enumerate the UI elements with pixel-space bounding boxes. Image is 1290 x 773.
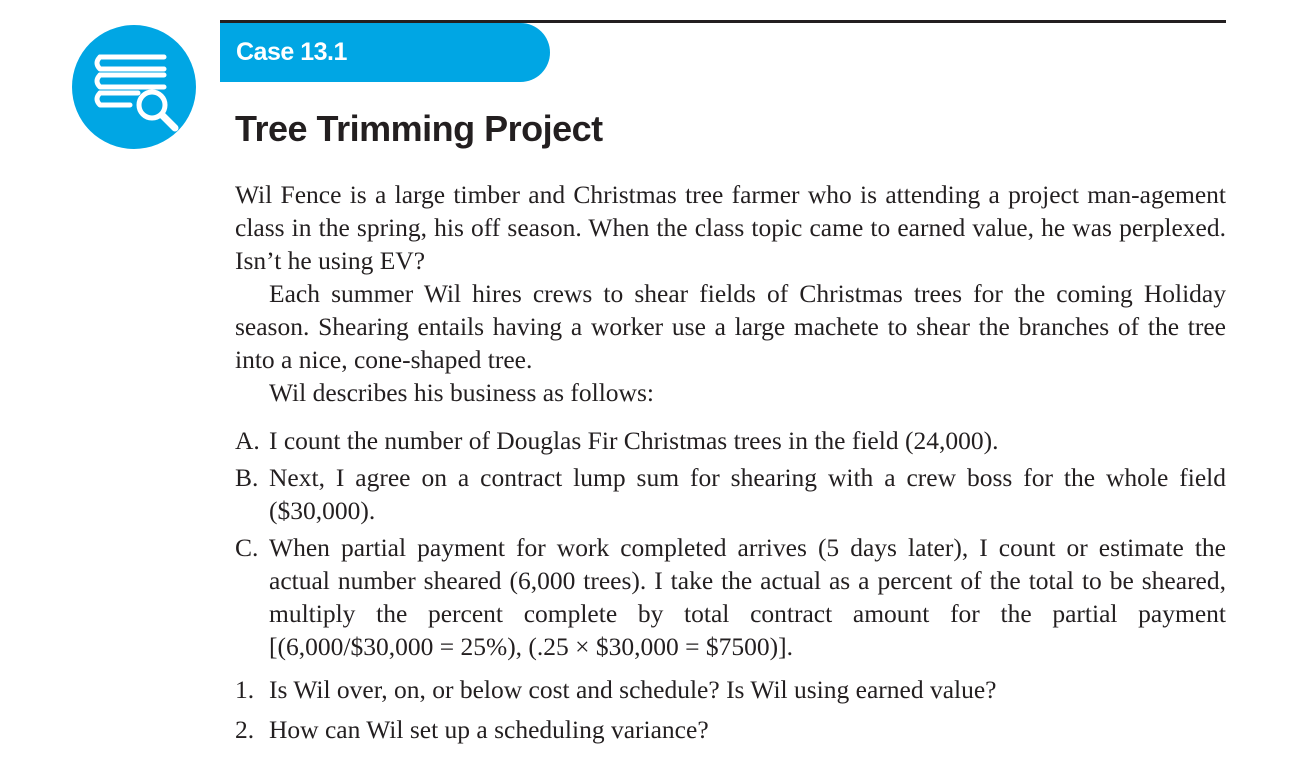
books-magnifier-icon bbox=[72, 25, 196, 149]
questions-list bbox=[235, 673, 1226, 746]
list-item-text: Next, I agree on a contract lump sum for shearing with a crew boss for the whole field ($30,000). bbox=[269, 463, 1226, 525]
list-marker: A. bbox=[235, 426, 260, 455]
case-label-tab bbox=[220, 23, 550, 82]
list-item bbox=[235, 424, 1226, 457]
list-marker: 2. bbox=[235, 715, 255, 744]
process-steps-list bbox=[235, 424, 1226, 663]
list-item bbox=[235, 673, 1226, 706]
list-marker: 1. bbox=[235, 675, 255, 704]
business-paragraph: Wil describes his business as follows: bbox=[269, 378, 654, 407]
list-item bbox=[235, 713, 1226, 746]
case-body bbox=[235, 178, 1226, 753]
list-item-text: When partial payment for work completed arrives (5 days later), I count or estimate the actual number sheared (6,000 trees). I take the actual as a percent of the total to be sheared, multiply the percent complete by total contract amount for the partial payment [(6,000/$30,000 = 25%), (.25 × $30,000 = $7500)]. bbox=[269, 533, 1226, 661]
list-marker: B. bbox=[235, 463, 259, 492]
shearing-paragraph: Each summer Wil hires crews to shear fields of Christmas trees for the coming Holiday season. Shearing entails having a worker use a large machete to shear the branches of the tree into a nice, cone-shaped tree. bbox=[235, 279, 1226, 374]
intro-paragraph: Wil Fence is a large timber and Christmas tree farmer who is attending a project man-agement class in the spring, his off season. When the class topic came to earned value, he was perplexed. Isn’t he using EV? bbox=[235, 180, 1226, 275]
list-marker: C. bbox=[235, 533, 259, 562]
list-item bbox=[235, 461, 1226, 527]
list-item bbox=[235, 531, 1226, 663]
list-item-text: How can Wil set up a scheduling variance? bbox=[269, 715, 709, 744]
list-item-text: Is Wil over, on, or below cost and schedule? Is Wil using earned value? bbox=[269, 675, 997, 704]
list-item-text: I count the number of Douglas Fir Christmas trees in the field (24,000). bbox=[269, 426, 999, 455]
case-label: Case 13.1 bbox=[236, 38, 347, 66]
case-title: Tree Trimming Project bbox=[235, 108, 603, 149]
